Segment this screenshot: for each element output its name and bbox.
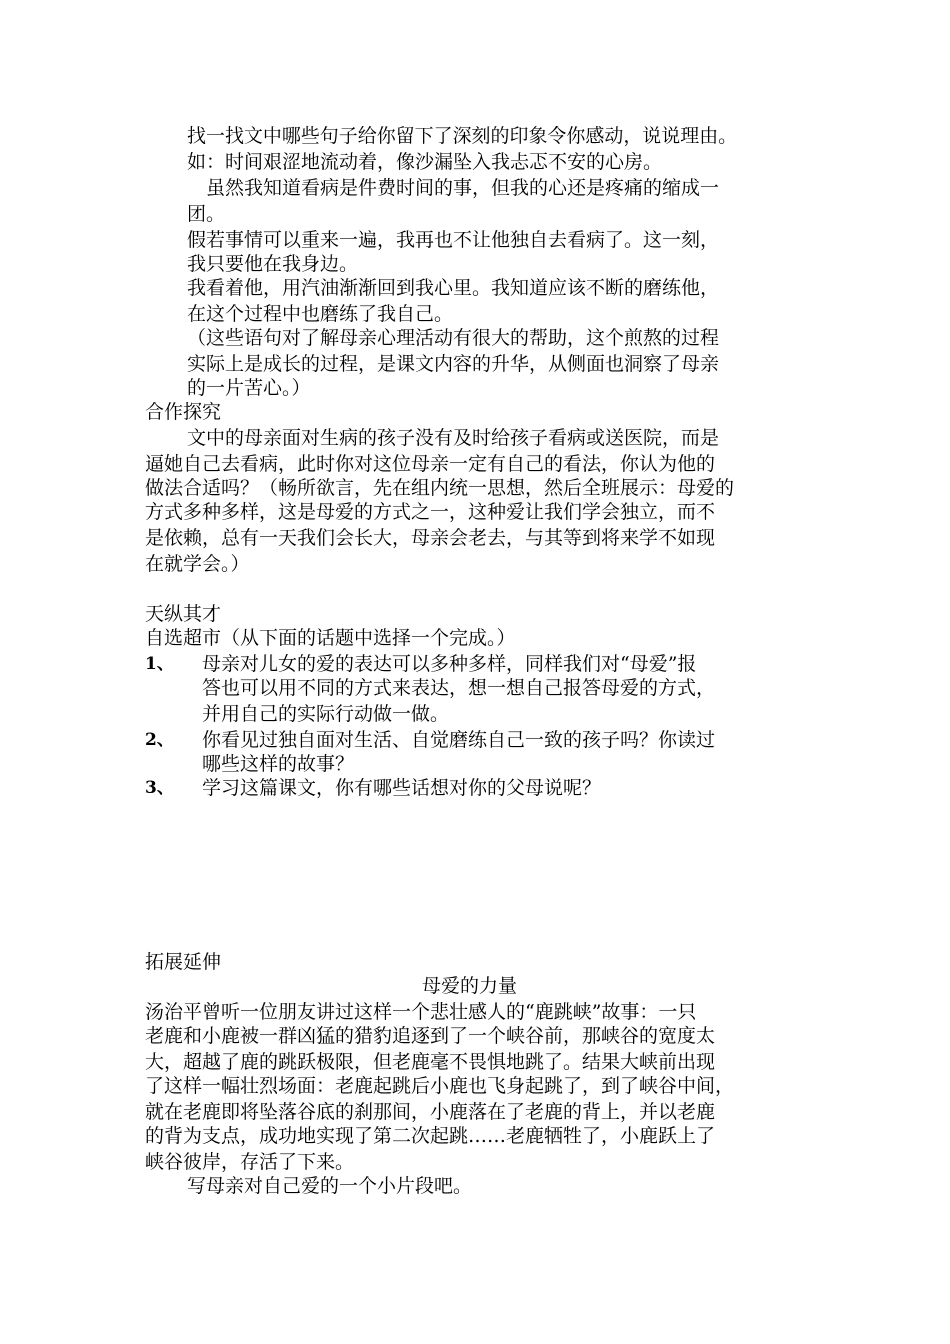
text-line: 是依赖，总有一天我们会长大，母亲会老去，与其等到将来学不如现 xyxy=(145,527,716,549)
item-number: 2、 xyxy=(145,730,174,750)
text-line: 我看着他，用汽油渐渐回到我心里。我知道应该不断的磨练他， xyxy=(187,277,720,299)
section-heading: 天纵其才 xyxy=(145,603,222,625)
text-line: 方式多种多样，这是母爱的方式之一，这种爱让我们学会独立，而不 xyxy=(145,501,716,523)
text-line: 汤治平曾听一位朋友讲过这样一个悲壮感人的“鹿跳峡”故事：一只 xyxy=(145,1001,697,1023)
text-line: 如：时间艰涩地流动着，像沙漏坠入我忐忑不安的心房。 xyxy=(187,151,663,173)
text-line: 团。 xyxy=(187,203,226,225)
section-heading: 合作探究 xyxy=(145,401,222,423)
text-line: （这些语句对了解母亲心理活动有很大的帮助，这个煎熬的过程 xyxy=(187,327,720,349)
text-line: 学习这篇课文，你有哪些话想对你的父母说呢？ xyxy=(202,777,602,799)
text-line: 大，超越了鹿的跳跃极限，但老鹿毫不畏惧地跳了。结果大峡前出现 xyxy=(145,1051,716,1073)
story-title: 母爱的力量 xyxy=(422,975,518,997)
section-heading: 拓展延伸 xyxy=(145,951,222,973)
text-line: 了这样一幅壮烈场面：老鹿起跳后小鹿也飞身起跳了，到了峡谷中间， xyxy=(145,1075,735,1097)
item-number: 3、 xyxy=(145,778,174,798)
text-line: 的一片苦心。） xyxy=(187,377,311,399)
section-intro: 自选超市（从下面的话题中选择一个完成。） xyxy=(145,627,516,649)
text-line: 逼她自己去看病，此时你对这位母亲一定有自己的看法，你认为他的 xyxy=(145,453,716,475)
text-line: 母亲对儿女的爱的表达可以多种多样，同样我们对“母爱”报 xyxy=(202,653,697,675)
item-number: 1、 xyxy=(145,654,174,674)
text-line: 在就学会。） xyxy=(145,553,250,575)
text-line: 做法合适吗？（畅所欲言，先在组内统一思想，然后全班展示：母爱的 xyxy=(145,477,735,499)
text-line: 实际上是成长的过程，是课文内容的升华，从侧面也洞察了母亲 xyxy=(187,353,720,375)
closing-prompt: 写母亲对自己爱的一个小片段吧。 xyxy=(187,1175,473,1197)
text-line: 虽然我知道看病是件费时间的事，但我的心还是疼痛的缩成一 xyxy=(187,177,720,199)
text-line: 就在老鹿即将坠落谷底的刹那间，小鹿落在了老鹿的背上，并以老鹿 xyxy=(145,1101,716,1123)
text-line: 你看见过独自面对生活、自觉磨练自己一致的孩子吗？你读过 xyxy=(202,729,716,751)
text-line: 我只要他在我身边。 xyxy=(187,253,359,275)
text-line: 找一找文中哪些句子给你留下了深刻的印象令你感动，说说理由。 xyxy=(187,125,738,147)
text-line: 答也可以用不同的方式来表达，想一想自己报答母爱的方式， xyxy=(202,677,716,699)
text-line: 假若事情可以重来一遍，我再也不让他独自去看病了。这一刻， xyxy=(187,229,720,251)
text-line: 并用自己的实际行动做一做。 xyxy=(202,703,450,725)
text-line: 峡谷彼岸，存活了下来。 xyxy=(145,1151,355,1173)
text-line: 老鹿和小鹿被一群凶猛的猎豹追逐到了一个峡谷前，那峡谷的宽度太 xyxy=(145,1025,716,1047)
text-line: 文中的母亲面对生病的孩子没有及时给孩子看病或送医院，而是 xyxy=(187,427,720,449)
text-line: 哪些这样的故事？ xyxy=(202,753,355,775)
text-line: 的背为支点，成功地实现了第二次起跳……老鹿牺牲了，小鹿跃上了 xyxy=(145,1125,716,1147)
text-line: 在这个过程中也磨练了我自己。 xyxy=(187,303,454,325)
